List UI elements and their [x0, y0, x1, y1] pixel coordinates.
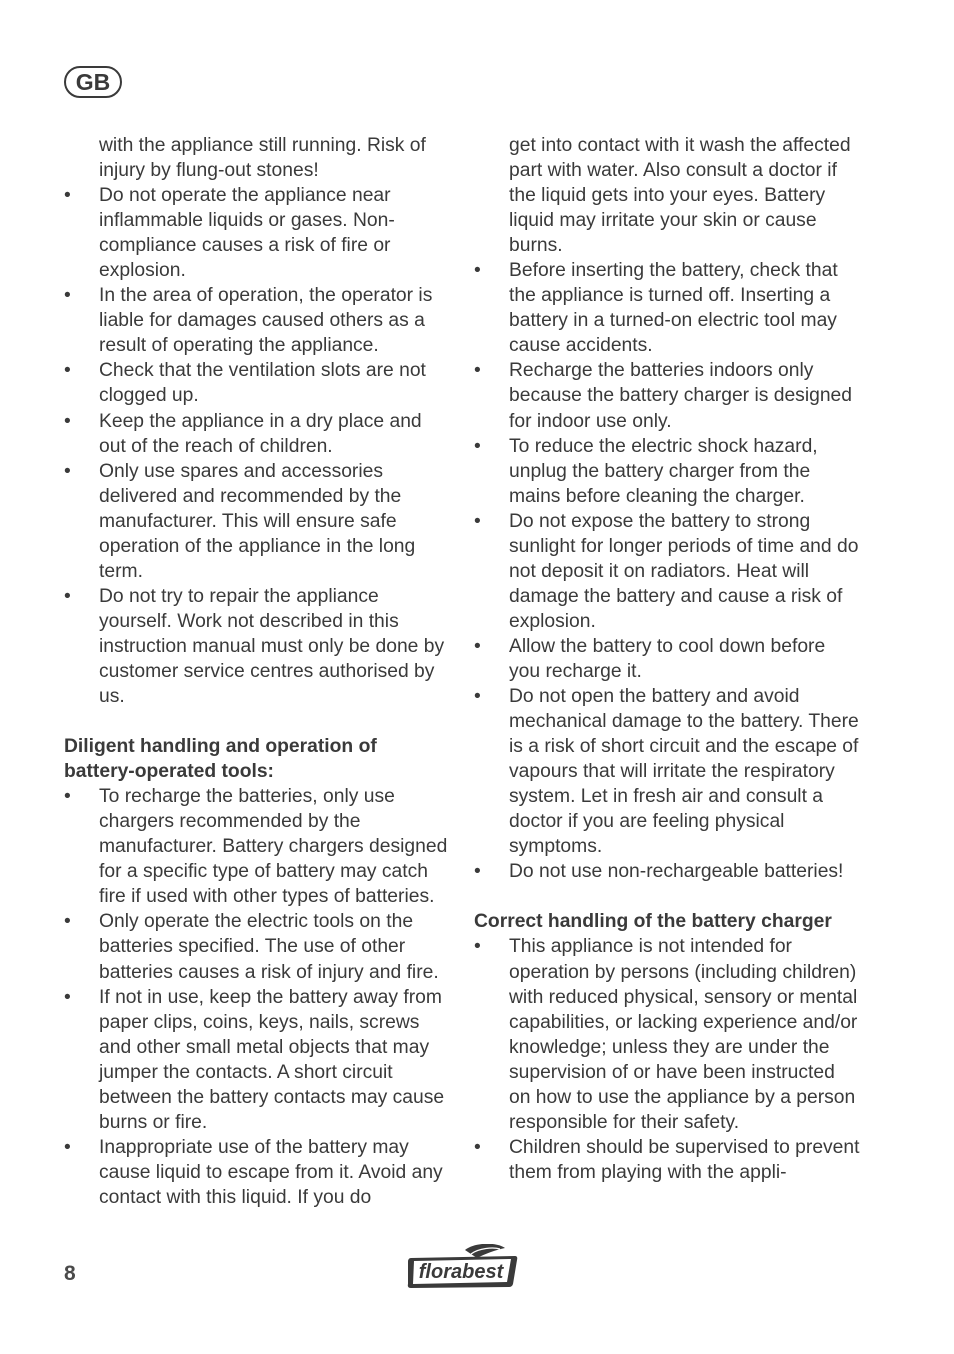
bullet-list — [474, 934, 860, 1184]
bullet-icon: • — [64, 460, 71, 482]
bullet-icon: • — [64, 360, 71, 382]
list-item-text: Do not use non-rechargeable batteries! — [509, 861, 844, 883]
list-item — [474, 684, 860, 859]
bullet-icon: • — [474, 936, 481, 958]
continued-paragraph: get into contact with it wash the affected part with water. Also consult a doctor if the liquid gets into your eyes. Battery liquid may irritate your skin or cause burns. — [509, 135, 851, 257]
list-item-text: Only use spares and accessories delivered and recommended by the manufacturer. This will ensure safe operation of the appliance in the long term. — [99, 460, 416, 582]
list-item — [64, 784, 450, 909]
list-item-text: Do not operate the appliance near inflammable liquids or gases. Non-compliance causes a risk of fire or explosion. — [99, 185, 395, 282]
list-item — [474, 859, 860, 884]
list-item-text: Keep the appliance in a dry place and out of the reach of children. — [99, 410, 422, 457]
list-item — [64, 283, 450, 358]
bullet-icon: • — [474, 1136, 481, 1158]
left-column — [64, 133, 450, 1210]
list-item — [64, 459, 450, 584]
list-item — [64, 985, 450, 1135]
bullet-icon: • — [64, 911, 71, 933]
page-number: 8 — [64, 1262, 76, 1285]
bullet-icon: • — [64, 786, 71, 808]
bullet-list — [64, 183, 450, 709]
list-item-text: Check that the ventilation slots are not clogged up. — [99, 360, 426, 407]
list-item — [474, 358, 860, 433]
list-item — [474, 934, 860, 1134]
bullet-icon: • — [474, 635, 481, 657]
bullet-icon: • — [64, 986, 71, 1008]
list-item — [64, 409, 450, 459]
section-heading: Correct handling of the battery charger — [474, 911, 832, 933]
list-item — [474, 1135, 860, 1185]
list-item — [474, 634, 860, 684]
list-item-text: Children should be supervised to prevent them from playing with the appli- — [509, 1136, 860, 1183]
list-item-text: Inappropriate use of the battery may cause liquid to escape from it. Avoid any contact with this liquid. If you do — [99, 1136, 443, 1208]
bullet-icon: • — [64, 410, 71, 432]
list-item-text: Allow the battery to cool down before you recharge it. — [509, 635, 826, 682]
language-badge: GB — [64, 66, 122, 98]
bullet-icon: • — [474, 510, 481, 532]
florabest-logo — [405, 1244, 519, 1290]
list-item-text: Do not try to repair the appliance yourself. Work not described in this instruction manual must only be done by customer service centres authorised by us. — [99, 585, 445, 708]
list-item-text: Only operate the electric tools on the batteries specified. The use of other batteries causes a risk of injury and fire. — [99, 911, 439, 983]
svg-text:florabest: florabest — [418, 1261, 504, 1283]
bullet-icon: • — [64, 585, 71, 607]
bullet-icon: • — [474, 260, 481, 282]
bullet-icon: • — [64, 185, 71, 207]
list-item — [64, 358, 450, 408]
bullet-icon: • — [474, 360, 481, 382]
bullet-icon: • — [474, 686, 481, 708]
bullet-list — [64, 784, 450, 1210]
section-heading: Diligent handling and operation of battery-operated tools: — [64, 736, 377, 783]
bullet-list — [474, 258, 860, 884]
right-column — [474, 133, 860, 1185]
list-item — [474, 258, 860, 358]
list-item-text: This appliance is not intended for operation by persons (including children) with reduced physical, sensory or mental capabilities, or lacking experience and/or knowledge; unless they are under the supervision of or have been instructed on how to use the appliance by a person responsible for their safety. — [509, 936, 858, 1133]
bullet-icon: • — [474, 435, 481, 457]
list-item-text: In the area of operation, the operator is liable for damages caused others as a result of operating the appliance. — [99, 285, 433, 357]
list-item-text: Before inserting the battery, check that the appliance is turned off. Inserting a battery in a turned-on electric tool may cause accidents. — [509, 260, 838, 357]
bullet-icon: • — [474, 861, 481, 883]
list-item — [64, 909, 450, 984]
list-item — [474, 509, 860, 634]
bullet-icon: • — [64, 285, 71, 307]
list-item-text: Do not expose the battery to strong sunlight for longer periods of time and do not deposit it on radiators. Heat will damage the battery and cause a risk of explosion. — [509, 510, 859, 632]
list-item-text: To recharge the batteries, only use chargers recommended by the manufacturer. Battery chargers designed for a specific type of battery may catch fire if used with other types of batteries. — [99, 786, 448, 908]
continued-paragraph: with the appliance still running. Risk of injury by flung-out stones! — [99, 135, 426, 182]
list-item — [64, 1135, 450, 1210]
list-item — [64, 584, 450, 709]
list-item-text: Recharge the batteries indoors only because the battery charger is designed for indoor use only. — [509, 360, 852, 432]
list-item — [474, 434, 860, 509]
bullet-icon: • — [64, 1136, 71, 1158]
list-item-text: To reduce the electric shock hazard, unplug the battery charger from the mains before cleaning the charger. — [509, 435, 818, 507]
list-item-text: If not in use, keep the battery away from paper clips, coins, keys, nails, screws and other small metal objects that may jumper the contacts. A short circuit between the battery contacts may cause burns or fire. — [99, 986, 445, 1133]
list-item — [64, 183, 450, 283]
list-item-text: Do not open the battery and avoid mechanical damage to the battery. There is a risk of short circuit and the escape of vapours that will irritate the respiratory system. Let in fresh air and consult a doctor if you are feeling physical symptoms. — [509, 686, 859, 858]
